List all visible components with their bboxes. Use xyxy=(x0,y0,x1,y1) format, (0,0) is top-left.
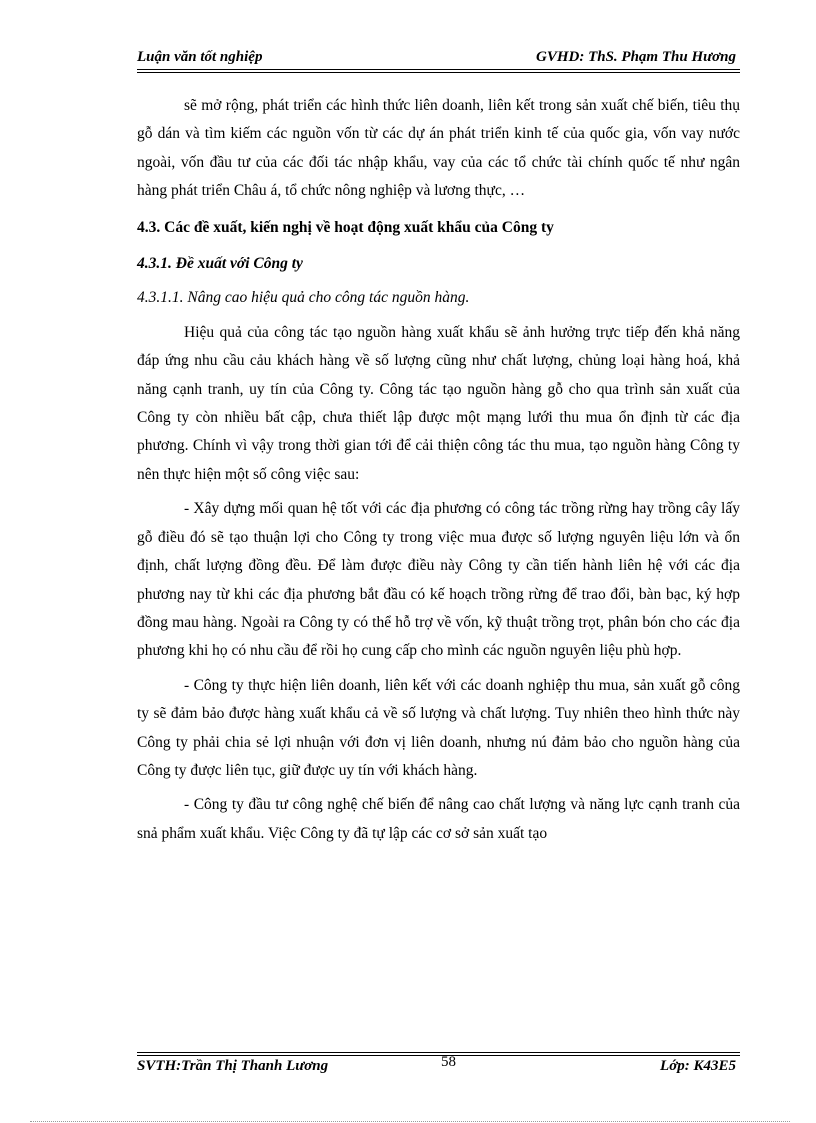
footer-rule-top xyxy=(137,1052,740,1053)
page-bottom-border xyxy=(30,1121,790,1122)
header-supervisor: GVHD: ThS. Phạm Thu Hương xyxy=(536,49,736,65)
page-header xyxy=(137,47,740,71)
page-body xyxy=(137,92,740,848)
paragraph-intro: sẽ mở rộng, phát triển các hình thức liên doanh, liên kết trong sản xuất chế biến, tiêu thụ gỗ dán và tìm kiếm các nguồn vốn từ các dự án phát triển kinh tế của quốc gia, vốn vay nước ngoài, vốn đầu tư của các đối tác nhập khẩu, vay của các tổ chức tài chính quốc tế như ngân hàng phát triển Châu á, tổ chức nông nghiệp và lương thực, … xyxy=(137,97,740,200)
page-number: 58 xyxy=(441,1054,456,1070)
paragraph-technology-investment: - Công ty đầu tư công nghệ chế biến để nâng cao chất lượng và năng lực cạnh tranh của snả phẩm xuất khẩu. Việc Công ty đã tự lập các cơ sở sản xuất tạo xyxy=(137,796,740,842)
paragraph-joint-venture: - Công ty thực hiện liên doanh, liên kết với các doanh nghiệp thu mua, sản xuất gỗ công ty sẽ đảm bảo được hàng xuất khẩu cả về số lượng và chất lượng. Tuy nhiên theo hình thức này Công ty phải chia sẻ lợi nhuận với đơn vị liên doanh, nhưng nú đảm bảo cho nguồn hàng của Công ty được liên tục, giữ được uy tín với khách hàng. xyxy=(137,676,740,779)
heading-4-3-1-1: 4.3.1.1. Nâng cao hiệu quả cho công tác nguồn hàng. xyxy=(137,289,470,307)
footer-rule-bottom xyxy=(137,1055,740,1056)
page-footer xyxy=(137,1052,740,1082)
paragraph-local-relations: - Xây dựng mối quan hệ tốt với các địa phương có công tác trồng rừng hay trồng cây lấy gỗ điều đó sẽ tạo thuận lợi cho Công ty trong việc mua được số lượng nguyên liệu lớn và ổn định, chất lượng đồng đều. Để làm được điều này Công ty cần tiến hành liên hệ với các địa phương nay từ khi các địa phương bắt đầu có kế hoạch trồng rừng để trao đổi, bàn bạc, ký hợp đồng mau hàng. Ngoài ra Công ty có thể hỗ trợ về vốn, kỹ thuật trồng trọt, phân bón cho các địa phương khi họ có nhu cầu để rồi họ cung cấp cho mình các nguồn nguyên liệu phù hợp. xyxy=(137,500,740,660)
header-rule-top xyxy=(137,69,740,70)
header-thesis-title: Luận văn tốt nghiệp xyxy=(137,49,263,65)
heading-4-3: 4.3. Các đề xuất, kiến nghị về hoạt động xuất khẩu của Công ty xyxy=(137,218,554,236)
paragraph-sourcing-efficiency: Hiệu quả của công tác tạo nguồn hàng xuất khẩu sẽ ảnh hưởng trực tiếp đến khả năng đáp ứng nhu cầu cảu khách hàng về số lượng cũng như chất lượng, chủng loại hàng hoá, khả năng cạnh tranh, uy tín của Công ty. Công tác tạo nguồn hàng gỗ cho qua trình sản xuất của Công ty còn nhiều bất cập, chưa thiết lập được một mạng lưới thu mua ổn định từ các địa phương. Chính vì vậy trong thời gian tới để cải thiện công tác thu mua, tạo nguồn hàng Công ty nên thực hiện một số công việc sau: xyxy=(137,323,740,483)
footer-student: SVTH:Trần Thị Thanh Lương xyxy=(137,1058,329,1074)
header-rule-bottom xyxy=(137,72,740,73)
footer-class: Lớp: K43E5 xyxy=(660,1058,736,1074)
heading-4-3-1: 4.3.1. Đề xuất với Công ty xyxy=(137,255,303,273)
